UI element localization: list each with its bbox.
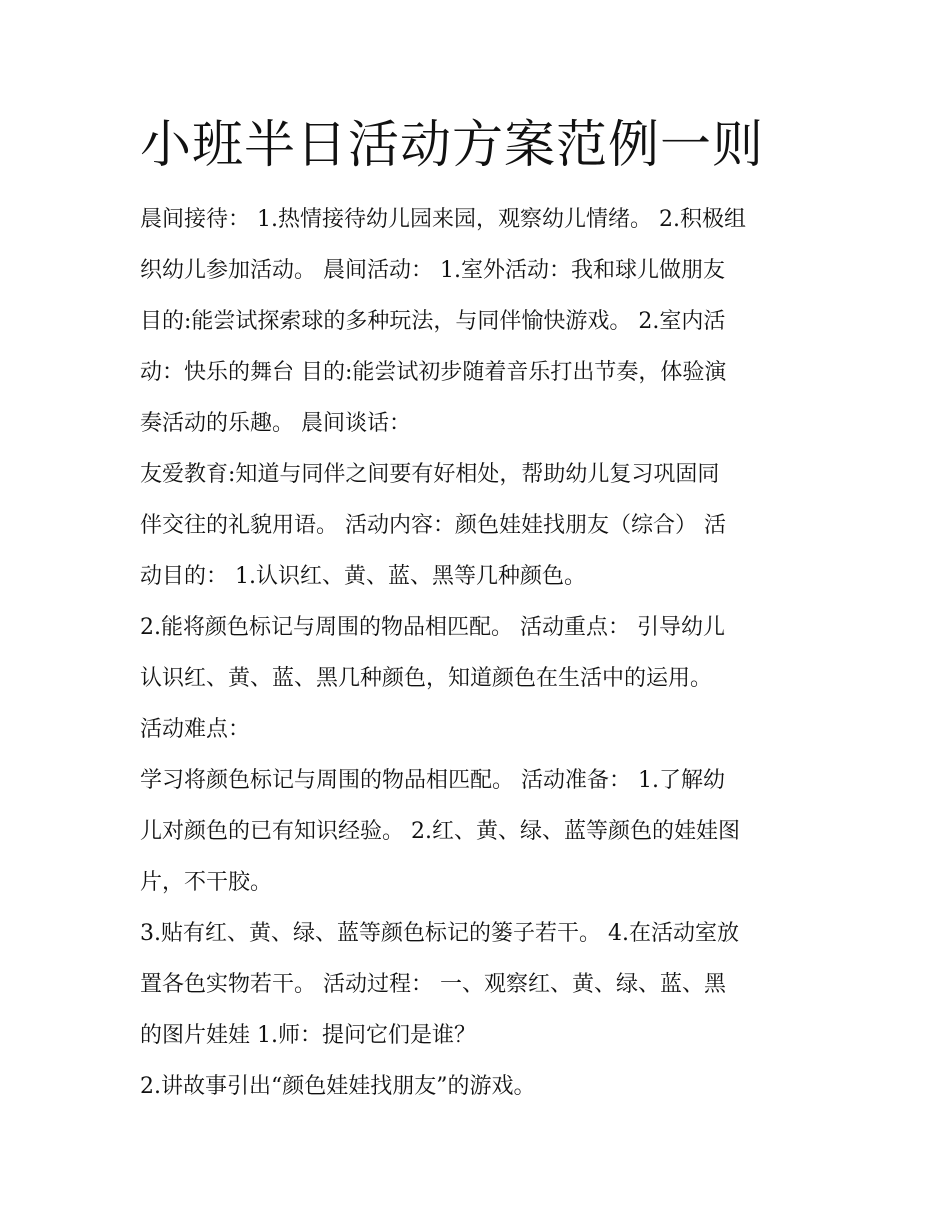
- body-line: 儿对颜色的已有知识经验。 2.红、黄、绿、蓝等颜色的娃娃图: [140, 819, 740, 844]
- body-line: 活动难点：: [140, 717, 251, 742]
- body-line: 认识红、黄、蓝、黑几种颜色，知道颜色在生活中的运用。: [140, 666, 713, 691]
- body-line: 奏活动的乐趣。 晨间谈话：: [140, 411, 411, 436]
- body-line: 目的:能尝试探索球的多种玩法，与同伴愉快游戏。 2.室内活: [140, 309, 726, 334]
- body-line: 片，不干胶。: [140, 870, 273, 895]
- body-line: 伴交往的礼貌用语。 活动内容：颜色娃娃找朋友（综合） 活: [140, 513, 726, 538]
- body-line: 3.贴有红、黄、绿、蓝等颜色标记的篓子若干。 4.在活动室放: [140, 921, 739, 946]
- body-line: 织幼儿参加活动。 晨间活动： 1.室外活动：我和球儿做朋友: [140, 258, 725, 283]
- document-page: [140, 110, 810, 1112]
- body-line: 置各色实物若干。 活动过程： 一、观察红、黄、绿、蓝、黑: [140, 972, 726, 997]
- body-line: 动目的： 1.认识红、黄、蓝、黑等几种颜色。: [140, 564, 586, 589]
- document-title: 小班半日活动方案范例一则: [140, 116, 765, 175]
- body-line: 的图片娃娃 1.师：提问它们是谁？: [140, 1023, 476, 1048]
- body-line: 动：快乐的舞台 目的:能尝试初步随着音乐打出节奏，体验演: [140, 360, 727, 385]
- document-body: [140, 194, 810, 1112]
- body-line: 友爱教育:知道与同伴之间要有好相处，帮助幼儿复习巩固同: [140, 462, 720, 487]
- body-line: 2.讲故事引出“颜色娃娃找朋友”的游戏。: [140, 1074, 536, 1099]
- body-line: 2.能将颜色标记与周围的物品相匹配。 活动重点： 引导幼儿: [140, 615, 725, 640]
- body-line: 晨间接待： 1.热情接待幼儿园来园，观察幼儿情绪。 2.积极组: [140, 207, 746, 232]
- body-line: 学习将颜色标记与周围的物品相匹配。 活动准备： 1.了解幼: [140, 768, 725, 793]
